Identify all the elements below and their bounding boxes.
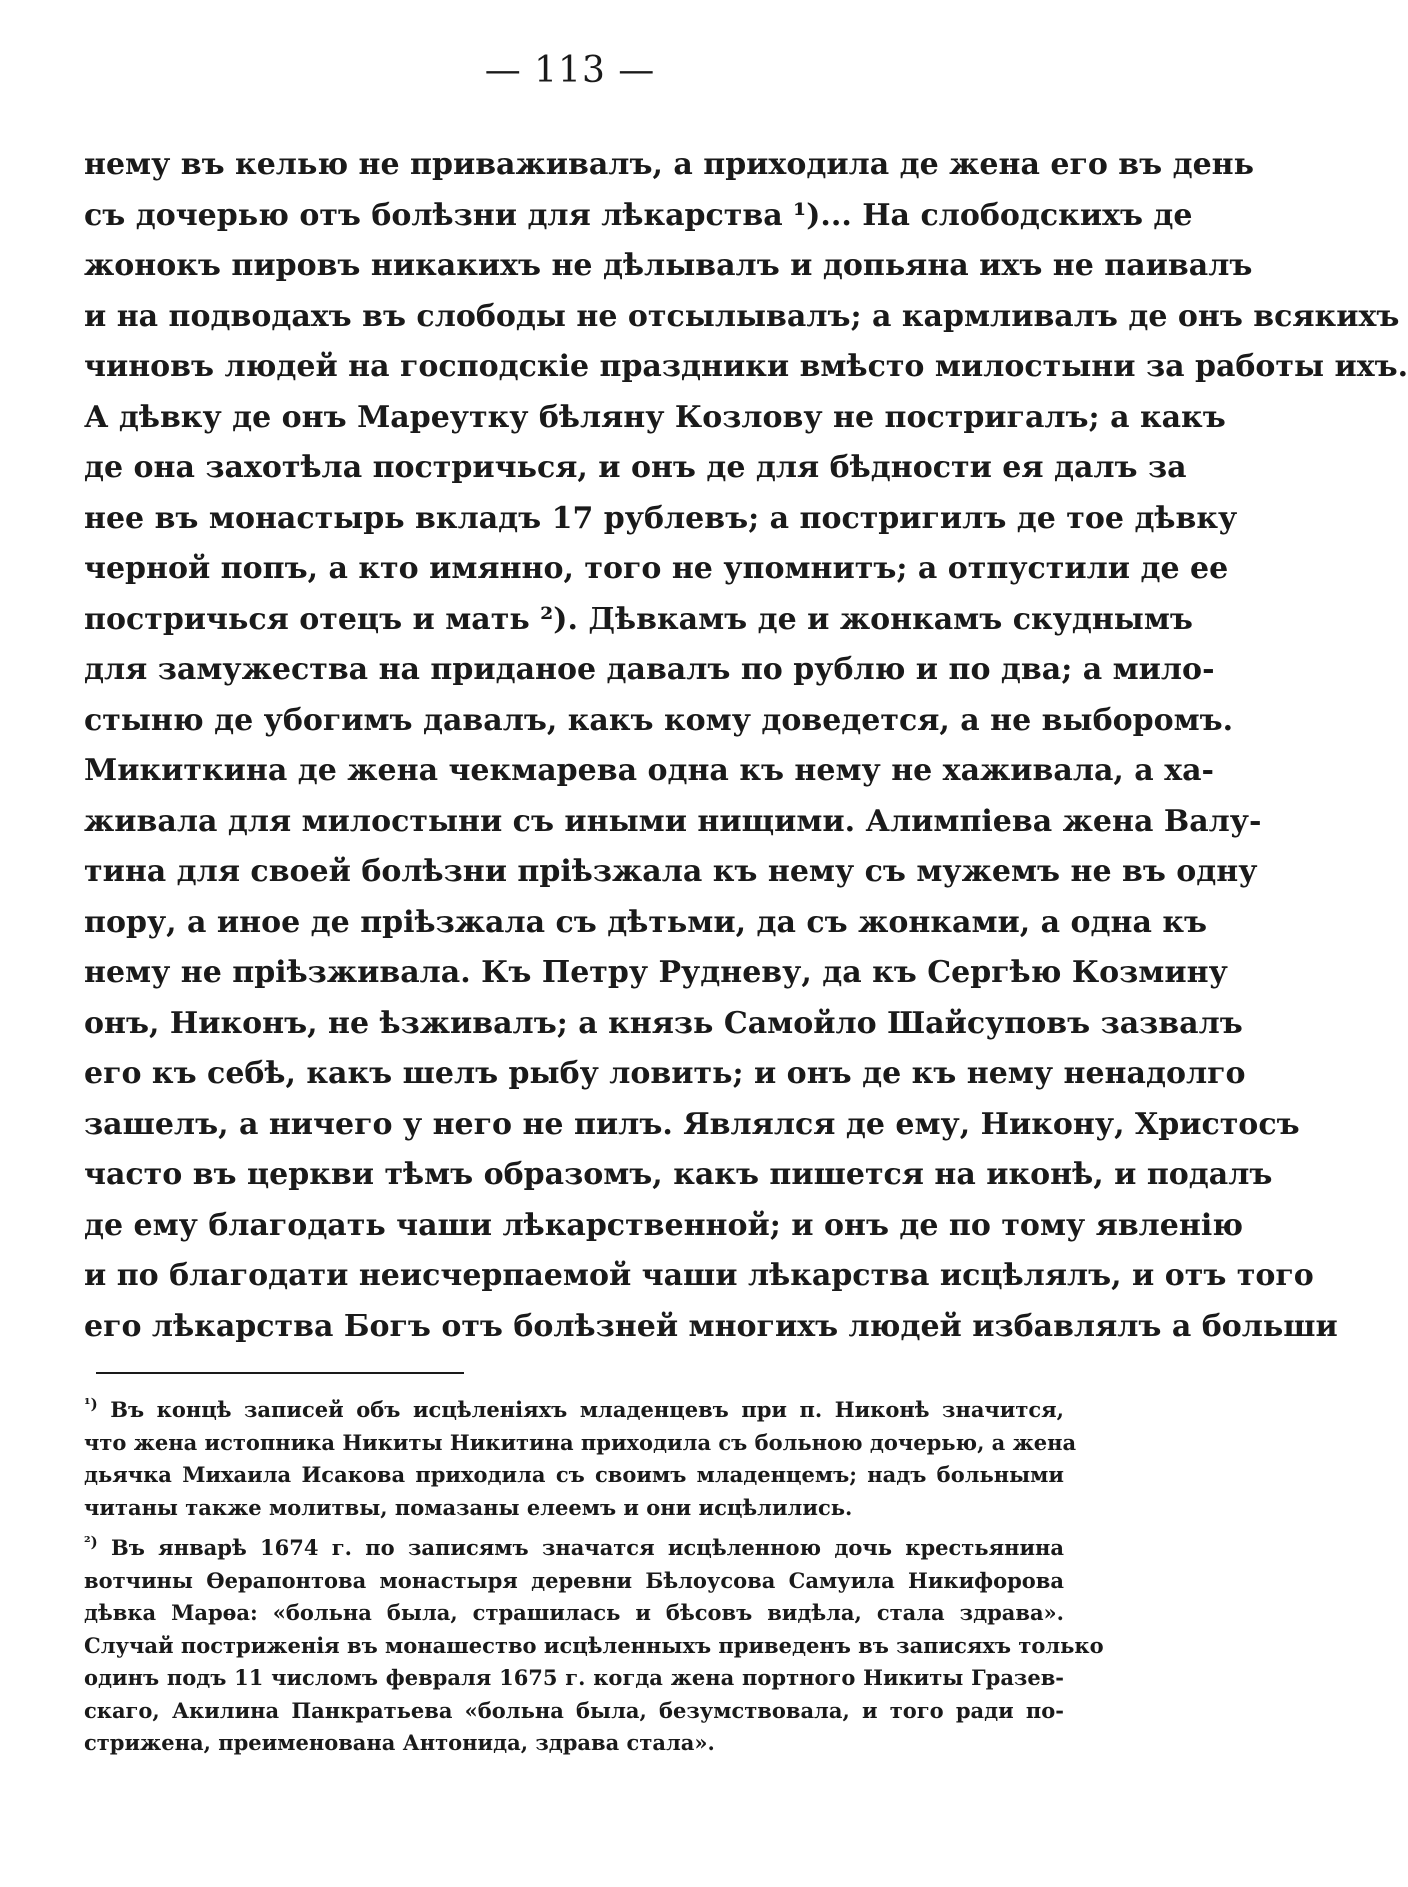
text-line: де ему благодать чаши лѣкарственной; и онъ де по тому явленію: [84, 1207, 1244, 1243]
text-line: жонокъ пировъ никакихъ не дѣлывалъ и допьяна ихъ не паивалъ: [84, 248, 1253, 283]
text-line: его къ себѣ, какъ шелъ рыбу ловить; и онъ де къ нему ненадолго: [84, 1056, 1246, 1091]
footnote-line: дѣвка Марѳа: «больна была, страшилась и бѣсовъ видѣла, стала здрава».: [84, 1600, 1064, 1625]
text-line: пору, а иное де пріѣзжала съ дѣтьми, да съ жонками, а одна къ: [84, 904, 1208, 940]
text-line: съ дочерью отъ болѣзни для лѣкарства ¹)... На слободскихъ де: [84, 197, 1193, 233]
footnotes: [84, 1394, 1104, 1760]
text-line: Микиткина де жена чекмарева одна къ нему не хаживала, а ха-: [84, 753, 1214, 788]
text-line: нее въ монастырь вкладъ 17 рублевъ; а постригилъ де тое дѣвку: [84, 500, 1238, 536]
footnote-line: дьячка Михаила Исакова приходила съ своимъ младенцемъ; надъ больными: [84, 1462, 1064, 1487]
text-line: черной попъ, а кто имянно, того не упомнитъ; а отпустили де ее: [84, 551, 1229, 586]
text-line: часто въ церкви тѣмъ образомъ, какъ пишется на иконѣ, и подалъ: [84, 1157, 1273, 1192]
text-line: его лѣкарства Богъ отъ болѣзней многихъ людей избавлялъ а больши: [84, 1308, 1338, 1344]
text-line: А дѣвку де онъ Мареутку бѣляну Козлову не постригалъ; а какъ: [84, 399, 1226, 435]
footnote-line: вотчины Ѳерапонтова монастыря деревни Бѣлоусова Самуила Никифорова: [84, 1567, 1064, 1593]
text-line: тина для своей болѣзни пріѣзжала къ нему съ мужемъ не въ одну: [84, 854, 1258, 889]
footnote-line: одинъ подъ 11 числомъ февраля 1675 г. когда жена портного Никиты Гразев-: [84, 1665, 1064, 1690]
footnote-2: [84, 1532, 1104, 1760]
footnote-marker: ¹): [84, 1395, 98, 1413]
text-line: онъ, Никонъ, не ѣзживалъ; а князь Самойло Шайсуповъ зазвалъ: [84, 1005, 1243, 1041]
text-line: стыню де убогимъ давалъ, какъ кому доведется, а не выборомъ.: [84, 702, 1234, 738]
text-line: де она захотѣла постричься, и онъ де для бѣдности ея далъ за: [84, 450, 1187, 485]
text-line: и на подводахъ въ слободы не отсылывалъ; а кармливалъ де онъ всякихъ: [84, 298, 1400, 334]
footnote-line: скаго, Акилина Панкратьева «больна была, безумствовала, и того ради по-: [84, 1697, 1064, 1723]
main-text: [84, 140, 1408, 1352]
footnote-line: читаны также молитвы, помазаны елеемъ и они исцѣлились.: [84, 1494, 853, 1520]
text-line: зашелъ, а ничего у него не пилъ. Являлся де ему, Никону, Христосъ: [84, 1106, 1300, 1142]
text-line: нему не пріѣзживала. Къ Петру Рудневу, да къ Сергѣю Козмину: [84, 955, 1228, 990]
page-number: — 113 —: [484, 50, 656, 91]
text-line: чиновъ людей на господскіе праздники вмѣсто милостыни за работы ихъ.: [84, 349, 1408, 384]
footnote-marker: ²): [84, 1533, 98, 1551]
footnote-text: Въ январѣ 1674 г. по записямъ значатся исцѣленною дочь крестьянина: [111, 1535, 1065, 1560]
text-line: нему въ келью не приваживалъ, а приходила де жена его въ день: [84, 147, 1254, 182]
footnote-text: Въ концѣ записей объ исцѣленіяхъ младенцевъ при п. Никонѣ значится,: [110, 1397, 1064, 1422]
text-line: и по благодати неисчерпаемой чаши лѣкарства исцѣлялъ, и отъ того: [84, 1258, 1314, 1293]
footnote-line: [84, 1532, 1064, 1565]
footnote-line: стрижена, преименована Антонида, здрава стала».: [84, 1730, 715, 1755]
footnote-line: Случай постриженія въ монашество исцѣленныхъ приведенъ въ записяхъ только: [84, 1632, 1104, 1658]
text-line: живала для милостыни съ иными нищими. Алимпіева жена Валу-: [84, 803, 1262, 839]
footnote-separator: [96, 1372, 464, 1374]
footnote-1: [84, 1394, 1077, 1524]
text-line: для замужества на приданое давалъ по рублю и по два; а мило-: [84, 652, 1215, 687]
footnote-line: [84, 1394, 1064, 1427]
text-line: постричься отецъ и мать ²). Дѣвкамъ де и жонкамъ скуднымъ: [84, 601, 1193, 637]
footnote-line: что жена истопника Никиты Никитина приходила съ больною дочерью, а жена: [84, 1429, 1077, 1455]
